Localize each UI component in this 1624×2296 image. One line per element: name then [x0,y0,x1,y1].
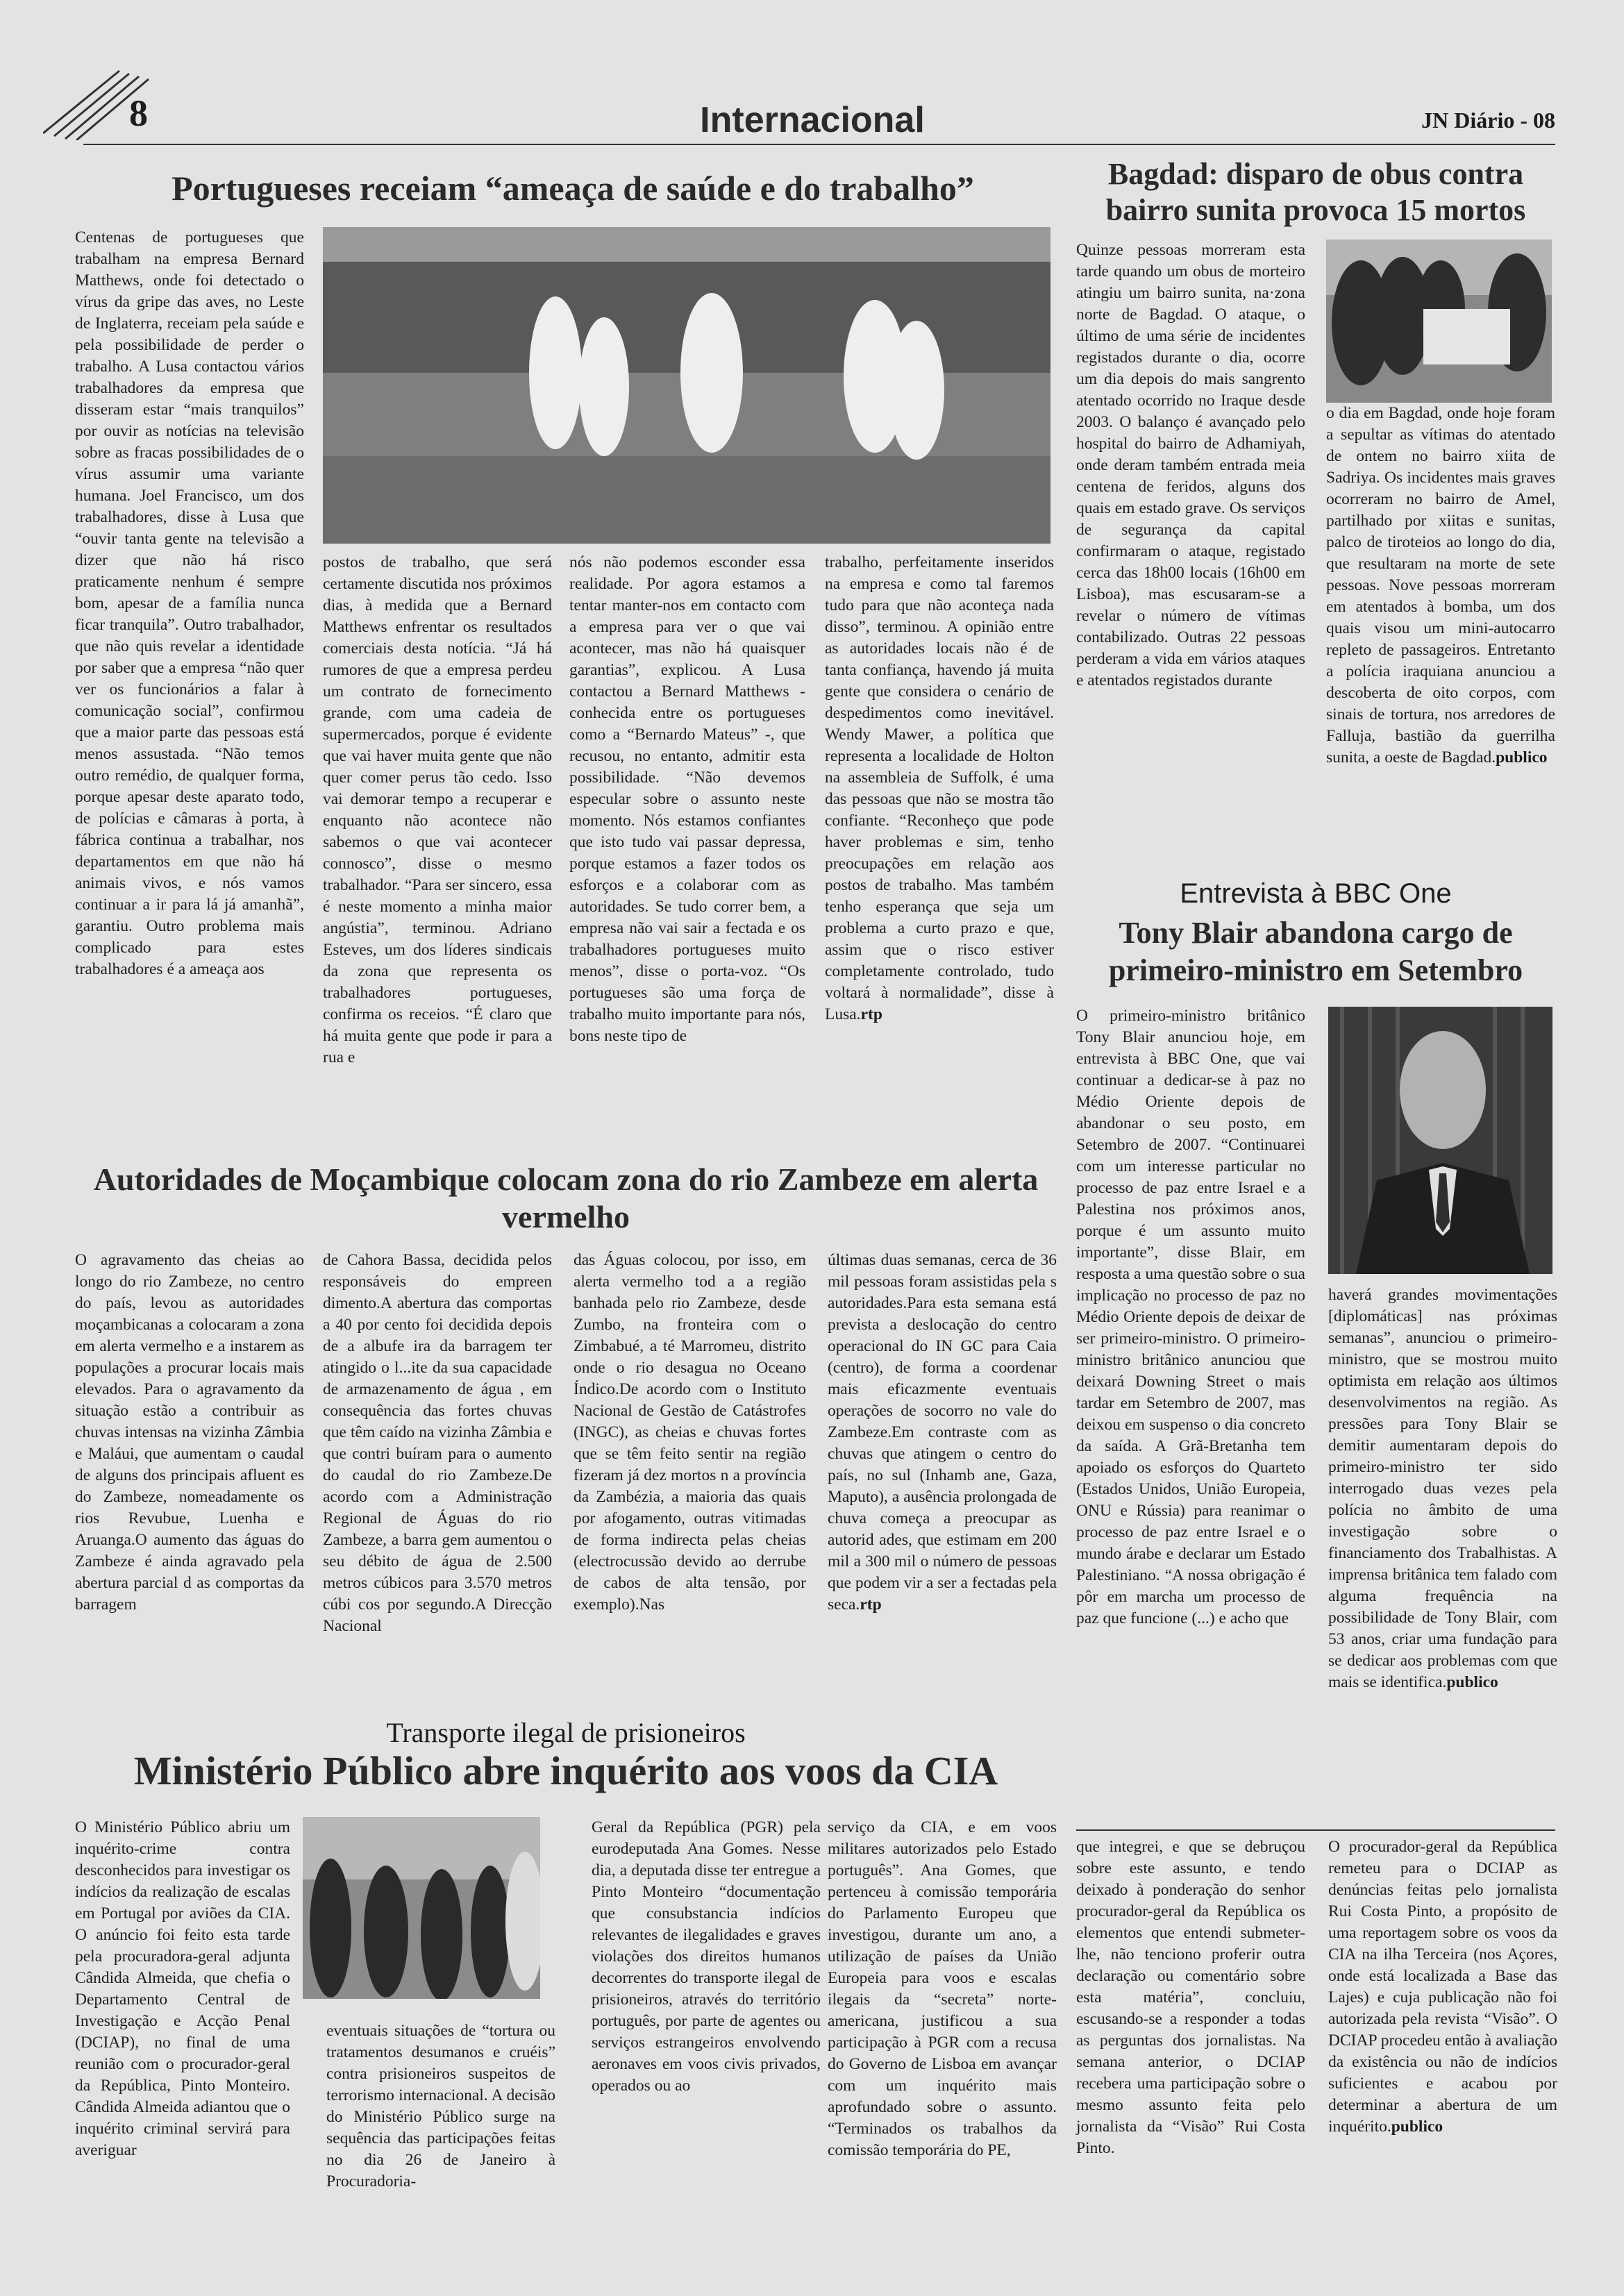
signature-cia: publico [1391,2118,1443,2136]
signature-blair: publico [1446,1673,1498,1691]
cia-top-rule [1076,1829,1555,1831]
headline-saude: Portugueses receiam “ameaça de saúde e do trabalho” [171,169,974,208]
article-saude-col3: nós não podemos esconder essa realidade. Por agora estamos a tentar manter-nos em contacto com a empresa para ver o que vai acontecer, mas não há quaisquer garantias”, explicou. A Lusa contactou a Bernard Matthews - conhecida entre os portugueses como a “Bernardo Mateus” -, que recusou, no entanto, admitir esta possibilidade. “Não devemos especular sobre o assunto neste momento. Nós estamos confiantes que isto tudo vai passar depressa, porque estamos a fazer todos os esforços e a colaborar com as autoridades. Se tudo correr bem, a empresa não vai sair a fectada e os trabalhadores portugueses muito menos”, disse o porta-voz. “Os portugueses são uma força de trabalho muito importante para nós, bons neste tipo de [569,553,805,1045]
article-blair-col1: O primeiro-ministro britânico Tony Blair anunciou hoje, em entrevista à BBC One, que vai continuar a dedicar-se à paz no Médio Oriente depois de abandonar o seu posto, em Setembro de 2007. “Continuarei com um interesse particular no processo de paz entre Israel e a Palestina nos próximos anos, porque é um assunto muito importante”, disse Blair, em resposta a uma questão sobre o sua implicação no processo de paz no Médio Oriente depois de deixar de ser primeiro-ministro. O primeiro-ministro britânico anunciou que deixará Downing Street o mais tardar em Setembro de 2007, mas deixou em suspenso o dia concreto da saída. A Grã-Bretanha tem apoiado os esforços do Quarteto (Estados Unidos, União Europeia, ONU e Rússia) para reanimar o processo de paz entre Israel e o mundo árabe e declarar um Estado Palestiniano. “A nossa obrigação é pôr em marcha um processo de paz que funcione (...) e acho que [1076,1007,1305,1627]
article-saude-col2: postos de trabalho, que será certamente discutida nos próximos dias, à medida que a Bernard Matthews enfrentar os resultados comerciais desta notícia. “Já há rumores de que a empresa perdeu um contrato de fornecimento grande, com uma cadeia de supermercados, porque é evidente que vai haver muita gente que não quer comer perus tão cedo. Isso vai demorar tempo a recuperar e enquanto não acontece não sabemos o que vai acontecer connosco”, disse o mesmo trabalhador. “Para ser sincero, essa é neste momento a minha maior angústia”, terminou. Adriano Esteves, um dos líderes sindicais da zona que representa os trabalhadores portugueses, confirma os receios. “É claro que há muita gente que pode ir para a rua e [323,553,552,1066]
kicker-blair: Entrevista à BBC One [1180,878,1452,909]
article-bagdad-col2-text: o dia em Bagdad, onde hoje foram a sepultar as vítimas do atentado de ontem no bairro xiita de Sadriya. Os incidentes mais graves ocorreram no bairro de Amel, partilhado por xiitas e sunitas, palco de tiroteios ao longo do dia, que resultaram na morte de sete pessoas. Nove pessoas morreram em atentados à bomba, um dos quais visou um mini-autocarro repleto de passageiros. Entretanto a polícia iraquiana anunciou a descoberta de oito corpos, com sinais de tortura, nos arredores de Falluja, bastião da guerrilha sunita, a oeste de Bagdad. [1326,404,1555,766]
article-zambeze-col1: O agravamento das cheias ao longo do rio Zambeze, no centro do país, levou as autoridades moçambicanas a colocaram a zona em alerta vermelho e a instarem as populações a procurar locais mais elevados. Para o agravamento da situação estão a contribuir as chuvas intensas na vizinha Zâmbia e Maláui, que aumentam o caudal de alguns dos principais afluent es do Zambeze, nomeadamente os rios Revubue, Luenha e Aruanga.O aumento das águas do Zambeze é ainda agravado pela abertura parcial d as comportas da barragem [75,1251,304,1614]
edition-label: JN Diário - 08 [1421,108,1555,133]
page-number: 8 [129,92,148,134]
photo-cia-meeting [303,1817,540,1999]
photo-workers-protective-suits [323,227,1050,544]
headline-zambeze: Autoridades de Moçambique colocam zona do rio Zambeze em alerta vermelho [93,1162,1039,1234]
article-blair-col2-text: haverá grandes movimentações [diplomáticas] nas próximas semanas”, anunciou o primeiro-ministro, que se mostrou muito optimista em relação aos últimos desenvolvimentos na região. As pressões para Tony Blair se demitir aumentaram depois do primeiro-ministro ter sido interrogado duas vezes pela polícia no âmbito de uma investigação sobre o financiamento dos Trabalhistas. A imprensa britânica tem falado com alguma frequência na possibilidade de Tony Blair, com 53 anos, criar uma fundação para se dedicar aos problemas com que mais se identifica. [1328,1286,1557,1691]
article-blair-col2 [1328,1284,1557,1693]
article-cia-col2: eventuais situações de “tortura ou tratamentos desumanos e cruéis” contra prisioneiros suspeitos de terrorismo internacional. A decisão do Ministério Público surge na sequência das participações feitas no dia 26 de Janeiro à Procuradoria- [326,2022,555,2190]
kicker-cia: Transporte ilegal de prisioneiros [386,1717,746,1748]
signature-saude: rtp [860,1005,882,1023]
article-zambeze-col3: das Águas colocou, por isso, em alerta vermelho tod a a região banhada pelo rio Zambeze, desde Zumbo, na fronteira com o Zimbabué, a té Marromeu, distrito onde o rio desagua no Oceano Índico.De acordo com o Instituto Nacional de Gestão de Catástrofes (INGC), as cheias e chuvas fortes que se têm feito sentir na região fizeram já dez mortos n a província da Zambézia, a maioria das quais por afogamento, outras vitimadas de forma indirecta pelas cheias (electrocussão devido ao derrube de cabos de alta tensão, por exemplo).Nas [574,1251,806,1614]
photo-funeral-bagdad [1326,240,1552,403]
headline-bagdad: Bagdad: disparo de obus contra bairro sunita provoca 15 mortos [1105,157,1526,227]
article-cia-col1: O Ministério Público abriu um inquérito-crime contra desconhecidos para investigar os indícios da realização de escalas em Portugal por aviões da CIA. O anúncio foi feito esta tarde pela procuradora-geral adjunta Cândida Almeida, que chefia o Departamento Central de Investigação e Acção Penal (DCIAP), no final de uma reunião com o procurador-geral da República, Pinto Monteiro. Cândida Almeida adiantou que o inquérito criminal servirá para averiguar [75,1818,290,2159]
article-zambeze-col4 [828,1250,1057,1616]
article-cia-col3: Geral da República (PGR) pela eurodeputada Ana Gomes. Nesse dia, a deputada disse ter entregue a Pinto Monteiro “documentação que consubstancia indícios relevantes de ilegalidades e graves violações dos direitos humanos decorrentes do transporte ilegal de prisioneiros, através do território português, por parte de agentes ou serviços estrangeiros envolvendo aeronaves em voos civis privados, operados ou ao [592,1818,821,2095]
article-saude-col1: Centenas de portugueses que trabalham na empresa Bernard Matthews, onde foi detectado o vírus da gripe das aves, no Leste de Inglaterra, receiam pela saúde e pela possibilidade de perder o trabalho. A Lusa contactou vários trabalhadores da empresa que disseram estar “mais tranquilos” por ouvir as notícias na televisão sobre as fracas possibilidades de o vírus assumir uma variante humana. Joel Francisco, um dos trabalhadores, disse à Lusa que “ouvir tanta gente na televisão a dizer que não há risco praticamente nenhum é sempre bom, apesar de a família nunca ficar tranquila”. Outro trabalhador, que não quis revelar a identidade por saber que a empresa “não quer ver os funcionários a falar à comunicação social”, confirmou que a maior parte das pessoas está menos assustada. “Não temos outro remédio, de qualquer forma, porque apesar deste aparato todo, de polícias e câmaras à porta, à fábrica continua a trabalhar, nos departamentos em que não há animais vivos, e nós vamos continuar a ir para lá já amanhã”, garantiu. Outro problema mais complicado para estes trabalhadores é a ameaça aos [75,228,304,978]
article-bagdad-col2 [1326,403,1555,769]
article-zambeze-col2: de Cahora Bassa, decidida pelos responsáveis do empreen dimento.A abertura das comportas a 40 por cento foi decidida depois de a albufe ira da barragem ter atingido o l...ite da sua capacidade de armazenamento de água , em consequência das fortes chuvas que têm caído na vizinha Zâmbia e que contri buíram para o aumento do caudal do rio Zambeze.De acordo com a Administração Regional de Águas do rio Zambeze, a barra gem aumentou o seu débito de água de 2.500 metros cúbicos para 3.570 metros cúbi cos por segundo.A Direcção Nacional [323,1251,552,1635]
article-cia-col6 [1328,1836,1557,2138]
article-cia-col5: que integrei, e que se debruçou sobre este assunto, e tendo deixado à ponderação do senhor procurador-geral da República os elementos que entendi submeter-lhe, não tenciono proferir outra declaração ou comentário sobre esta matéria”, concluiu, escusando-se a responder a todas as perguntas dos jornalistas. Na semana anterior, o DCIAP recebera uma participação sobre o mesmo assunto feita pelo jornalista da “Visão” Rui Costa Pinto. [1076,1838,1305,2157]
article-zambeze-col4-text: últimas duas semanas, cerca de 36 mil pessoas foram assistidas pela s autoridades.Para esta semana está prevista a deslocação do centro operacional do IN GC para Caia (centro), de forma a coordenar mais eficazmente eventuais operações de socorro no vale do Zambeze.Em contraste com as chuvas que atingem o centro do país, no sul (Inhamb ane, Gaza, Maputo), a ausência prolongada de chuva começa a preocupar as autorid ades, que estimam em 200 mil a 300 mil o número de pessoas que podem vir a ser a fectadas pela seca. [828,1251,1057,1614]
header-rule [83,144,1555,145]
signature-zambeze: rtp [860,1595,882,1614]
headline-cia: Ministério Público abre inquérito aos voos da CIA [133,1748,998,1793]
signature-bagdad: publico [1496,748,1548,766]
photo-tony-blair [1328,1007,1552,1274]
headline-blair: Tony Blair abandona cargo de primeiro-ministro em Setembro [1108,916,1523,987]
section-title: Internacional [700,100,925,140]
article-bagdad-col1: Quinze pessoas morreram esta tarde quando um obus de morteiro atingiu um bairro sunita, na·zona norte de Bagdad. O ataque, o último de uma série de incidentes registados durante o dia, ocorre um dia depois do mais sangrento atentado ocorrido no Iraque desde 2003. O balanço é avançado pelo hospital do bairro de Adhamiyah, onde deram também entrada meia centena de feridos, alguns dos quais em estado grave. Os serviços de segurança da capital confirmaram o ataque, registado cerca das 18h00 locais (16h00 em Lisboa), mas escusaram-se a revelar o número de vítimas contabilizado. Outras 22 pessoas perderam a vida em vários ataques e atentados registados durante [1076,241,1305,689]
article-saude-col4 [825,552,1054,1025]
article-saude-col4-text: trabalho, perfeitamente inseridos na empresa e como tal faremos tudo para que não aconteça nada disso”, terminou. A opinião entre as autoridades locais não é de tanta confiança, havendo já muita gente que considera o cenário de despedimentos como inevitável. Wendy Mawer, a política que representa a localidade de Holton na assembleia de Suffolk, é uma das pessoas que não se mostra tão confiante. “Reconheço que pode haver problemas e sim, tenho preocupações em relação aos postos de trabalho. Mas também tenho esperança que seja um problema a curto prazo e que, assim que o risco estiver completamente controlado, tudo voltará à normalidade”, disse à Lusa. [825,553,1054,1023]
page-number-logo [43,64,161,140]
article-cia-col4: serviço da CIA, e em voos militares autorizados pelo Estado português”. Ana Gomes, que pertenceu à comissão temporária do Parlamento Europeu que investigou, durante um ano, a utilização de países da União Europeia para voos e escalas ilegais da “secreta” norte-americana, justificou a sua participação à PGR com a recusa do Governo de Lisboa em avançar com um inquérito mais aprofundado sobre o assunto. “Terminados os trabalhos da comissão temporária do PE, [828,1818,1057,2159]
article-cia-col6-text: O procurador-geral da República remeteu para o DCIAP as denúncias feitas pelo jornalista Rui Costa Pinto, a propósito de uma reportagem sobre os voos da CIA na ilha Terceira (nos Açores, onde está localizada a Base das Lajes) e cuja publicação não foi autorizada pela revista “Visão”. O DCIAP procedeu então à avaliação da existência ou não de indícios suficientes e acabou por determinar a abertura de um inquérito. [1328,1838,1557,2136]
